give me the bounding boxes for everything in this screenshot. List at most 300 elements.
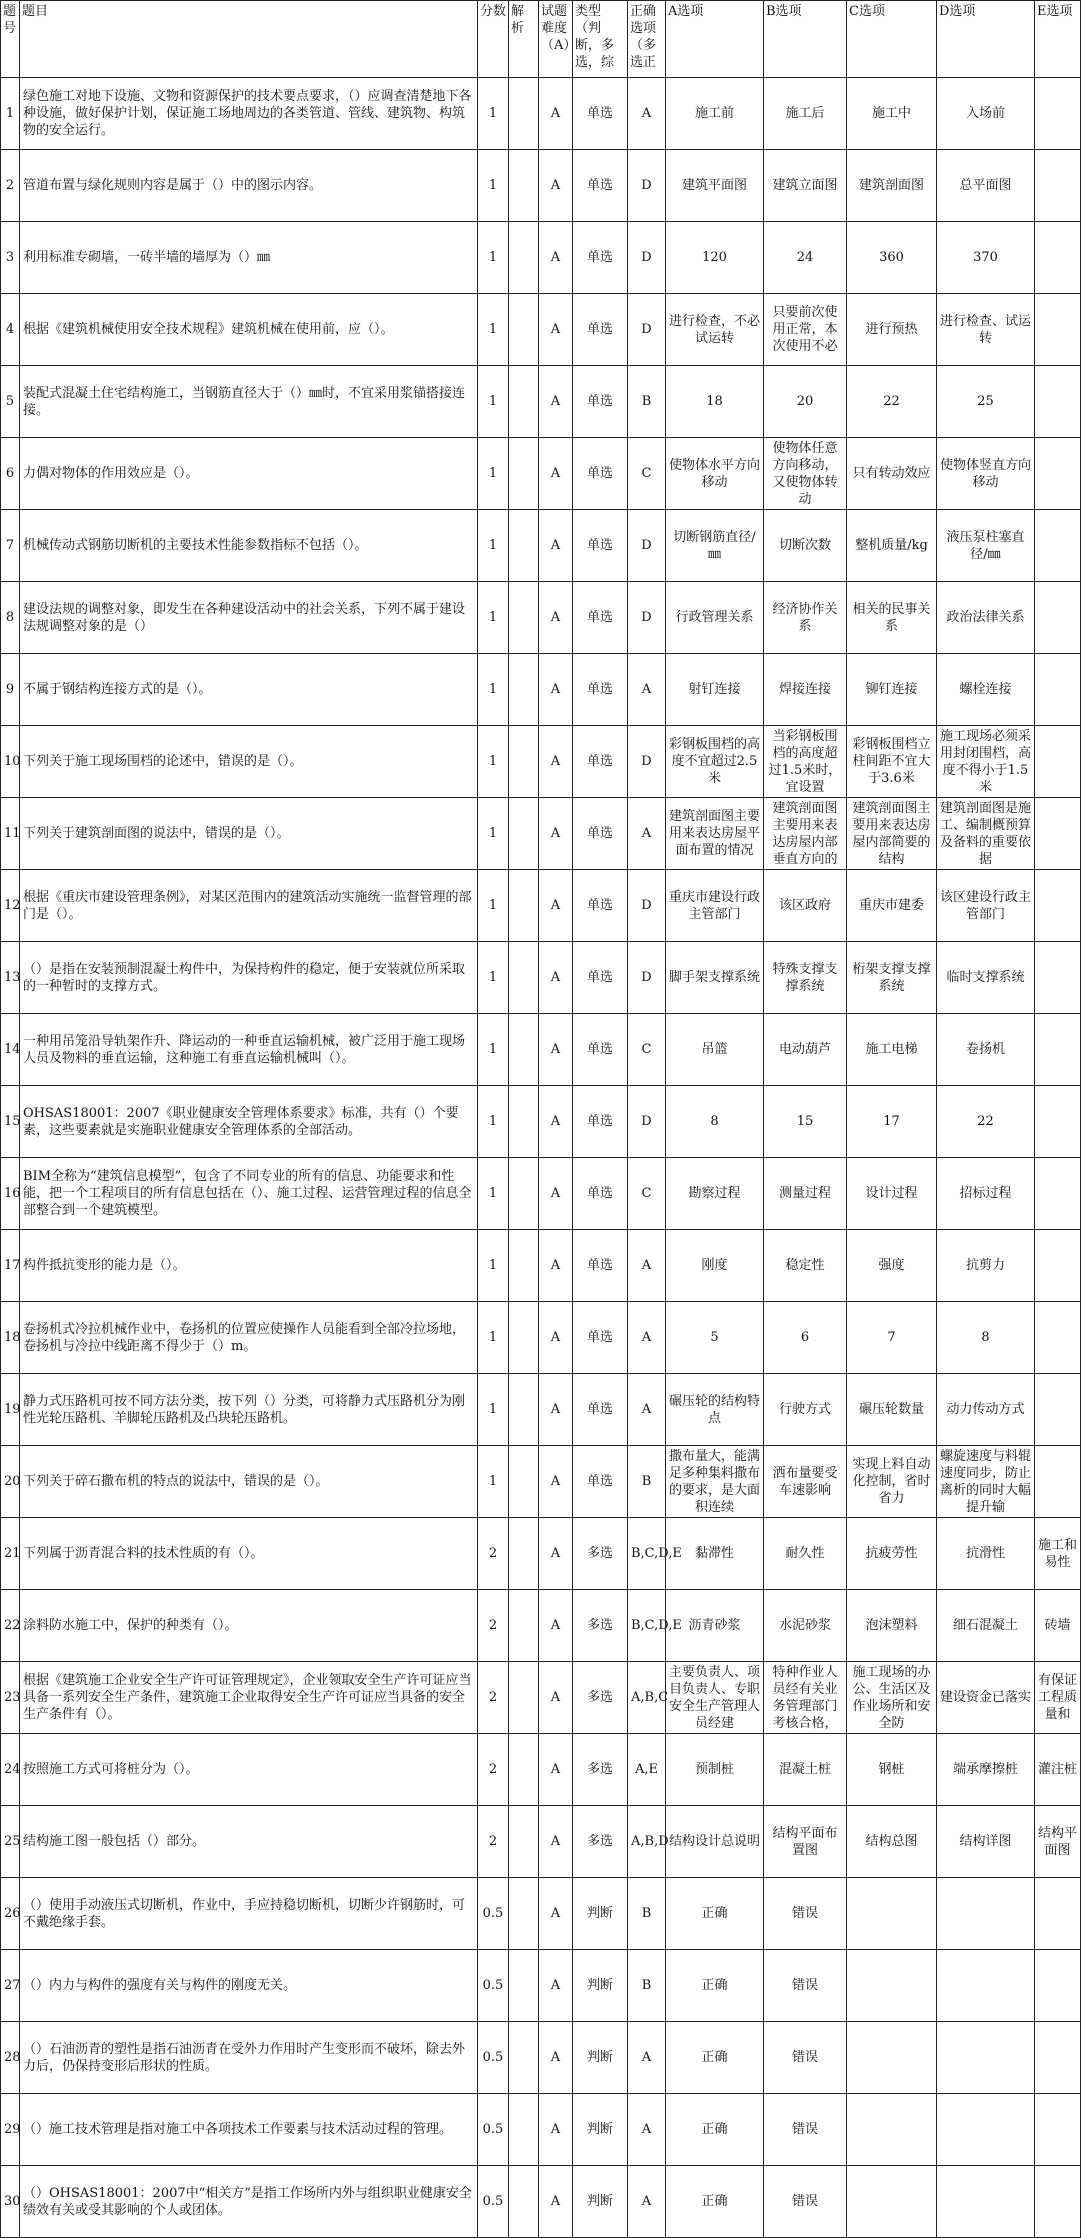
question-text-cell: 绿色施工对地下设施、文物和资源保护的技术要点要求，（）应调查清楚地下各种设施，做好保护计划，保证施工场地周边的各类管道、管线、建筑物、构筑物的安全运行。 [20,78,478,150]
score-cell: 1 [478,1158,509,1230]
option-text: 使物体水平方向移动 [669,457,761,490]
analysis-cell [509,294,539,366]
option-c-cell [847,1014,937,1086]
option-text: 混凝土桩 [778,1762,831,1777]
score-cell: 1 [478,582,509,654]
difficulty-cell: A [539,1374,573,1446]
option-c-cell [847,294,937,366]
option-text: 370 [973,250,998,265]
option-text: 该区建设行政主管部门 [940,889,1032,922]
difficulty-cell: A [539,294,573,366]
option-e-cell [1035,1590,1081,1662]
type-cell: 单选 [573,726,628,798]
answer-cell: A [628,2094,666,2166]
option-e-cell [1035,510,1081,582]
option-text: 施工和易性 [1038,1537,1078,1570]
header-row [1,1,1081,78]
option-text: 铆钉连接 [865,682,918,697]
table-row [1,654,1081,726]
option-b-cell [764,582,847,654]
score-cell: 2 [478,1590,509,1662]
option-text: 电动葫芦 [778,1042,831,1057]
question-text-cell: 结构施工图一般包括（）部分。 [20,1806,478,1878]
answer-cell: A [628,654,666,726]
option-b-cell [764,150,847,222]
option-c-cell [847,438,937,510]
type-cell: 多选 [573,1806,628,1878]
option-e-cell [1035,366,1081,438]
option-text: 建设资金已落实 [940,1690,1032,1705]
option-a-cell [666,1806,764,1878]
analysis-cell [509,438,539,510]
type-cell: 单选 [573,1086,628,1158]
analysis-cell [509,366,539,438]
difficulty-cell: A [539,1230,573,1302]
option-e-cell [1035,654,1081,726]
option-text: 沥青砂浆 [688,1618,741,1633]
option-text: 错误 [791,2050,818,2065]
option-c-cell [847,1662,937,1734]
option-a-cell [666,1302,764,1374]
answer-cell: C [628,438,666,510]
option-d-cell [937,726,1035,798]
header-cell: D选项 [937,1,1035,78]
option-text: 120 [702,250,727,265]
question-number-cell: 16 [1,1158,20,1230]
option-text: 建筑剖面图主要用来表达房屋平面布置的情况 [669,809,761,858]
analysis-cell [509,2166,539,2238]
option-c-cell [847,582,937,654]
option-text: 18 [706,394,723,409]
option-text: 6 [800,1330,810,1345]
type-cell: 判断 [573,2022,628,2094]
score-cell: 1 [478,150,509,222]
type-cell: 判断 [573,2094,628,2166]
option-text: 黏滞性 [694,1546,734,1561]
option-text: 行政管理关系 [675,610,754,625]
option-c-cell [847,870,937,942]
option-a-cell [666,1374,764,1446]
option-a-cell [666,726,764,798]
question-number-cell: 17 [1,1230,20,1302]
option-a-cell [666,1158,764,1230]
option-e-cell [1035,1014,1081,1086]
option-e-cell [1035,1518,1081,1590]
option-d-cell [937,78,1035,150]
option-text: 主要负责人、项目负责人、专职安全生产管理人员经建 [669,1664,761,1731]
answer-cell: A [628,2166,666,2238]
option-b-cell [764,1014,847,1086]
table-row [1,870,1081,942]
answer-cell: A,B,D [628,1806,666,1878]
option-d-cell [937,1806,1035,1878]
question-number-cell: 21 [1,1518,20,1590]
analysis-cell [509,1950,539,2022]
question-number-cell: 20 [1,1446,20,1518]
option-text: 17 [883,1114,900,1129]
option-e-cell [1035,1086,1081,1158]
option-b-cell [764,726,847,798]
option-a-cell [666,2094,764,2166]
answer-cell: A [628,798,666,870]
question-text-cell: 下列关于碎石撒布机的特点的说法中，错误的是（）。 [20,1446,478,1518]
option-text: 吊篮 [701,1042,728,1057]
score-cell: 1 [478,366,509,438]
header-cell: 正确选项（多选正 [628,1,666,78]
option-text: 抗剪力 [965,1258,1005,1273]
question-number-cell: 15 [1,1086,20,1158]
option-text: 22 [977,1114,994,1129]
type-cell: 判断 [573,1878,628,1950]
option-text: 政治法律关系 [946,610,1025,625]
option-b-cell [764,1302,847,1374]
option-a-cell [666,1878,764,1950]
question-text-cell: 按照施工方式可将桩分为（）。 [20,1734,478,1806]
answer-cell: A [628,2022,666,2094]
type-cell: 多选 [573,1662,628,1734]
score-cell: 1 [478,798,509,870]
option-text: 建筑剖面图 [858,178,924,193]
answer-cell: C [628,1158,666,1230]
option-c-cell [847,1950,937,2022]
option-a-cell [666,2022,764,2094]
option-a-cell [666,366,764,438]
header-cell: A选项 [666,1,764,78]
question-number-cell: 18 [1,1302,20,1374]
option-text: 8 [710,1114,719,1129]
option-e-cell [1035,582,1081,654]
answer-cell: B [628,1950,666,2022]
answer-cell: C [628,1014,666,1086]
option-text: 测量过程 [778,1186,831,1201]
question-number-cell: 10 [1,726,20,798]
score-cell: 1 [478,1302,509,1374]
option-text: 刚度 [701,1258,728,1273]
option-text: 特种作业人员经有关业务管理部门考核合格， [772,1664,838,1731]
table-row [1,582,1081,654]
option-text: 螺栓连接 [959,682,1012,697]
option-d-cell [937,1446,1035,1518]
option-e-cell [1035,1806,1081,1878]
table-row [1,798,1081,870]
option-a-cell [666,1014,764,1086]
difficulty-cell: A [539,150,573,222]
header-cell: 题号 [1,1,20,78]
option-d-cell [937,1158,1035,1230]
answer-cell: D [628,510,666,582]
option-d-cell [937,1086,1035,1158]
option-text: 总平面图 [959,178,1012,193]
option-text: 22 [883,394,900,409]
question-text-cell: （）使用手动液压式切断机，作业中，手应持稳切断机，切断少许钢筋时，可不戴绝缘手套。 [20,1878,478,1950]
option-b-cell [764,1734,847,1806]
header-cell: 题目 [20,1,478,78]
type-cell: 单选 [573,1230,628,1302]
option-text: 结构详图 [959,1834,1012,1849]
type-cell: 单选 [573,798,628,870]
question-number-cell: 7 [1,510,20,582]
option-text: 施工电梯 [865,1042,918,1057]
option-text: 泡沫塑料 [865,1618,918,1633]
option-d-cell [937,294,1035,366]
answer-cell: A [628,1302,666,1374]
type-cell: 单选 [573,78,628,150]
analysis-cell [509,1446,539,1518]
table-row [1,1230,1081,1302]
table-row [1,942,1081,1014]
option-d-cell [937,2166,1035,2238]
table-row [1,78,1081,150]
option-c-cell [847,1878,937,1950]
option-c-cell [847,366,937,438]
question-number-cell: 11 [1,798,20,870]
score-cell: 0.5 [478,2166,509,2238]
question-number-cell: 19 [1,1374,20,1446]
option-text: 8 [981,1330,990,1345]
option-text: 20 [796,394,814,409]
question-text-cell: 装配式混凝土住宅结构施工，当钢筋直径大于（）㎜时，不宜采用浆锚搭接连接。 [20,366,478,438]
question-text-cell: （）内力与构件的强度有关与构件的刚度无关。 [20,1950,478,2022]
answer-cell: A [628,1230,666,1302]
option-a-cell [666,438,764,510]
answer-cell: A,E [628,1734,666,1806]
option-e-cell [1035,222,1081,294]
analysis-cell [509,582,539,654]
table-row [1,1518,1081,1590]
option-c-cell [847,2094,937,2166]
question-number-cell: 4 [1,294,20,366]
option-text: 施工现场必须采用封闭围档，高度不得小于1.5米 [940,728,1032,795]
option-c-cell [847,2022,937,2094]
answer-cell: D [628,726,666,798]
option-text: 预制桩 [694,1762,734,1777]
option-a-cell [666,294,764,366]
option-text: 错误 [791,2194,818,2209]
score-cell: 2 [478,1662,509,1734]
difficulty-cell: A [539,726,573,798]
option-a-cell [666,942,764,1014]
table-row [1,2166,1081,2238]
answer-cell: D [628,150,666,222]
option-b-cell [764,1590,847,1662]
option-b-cell [764,2022,847,2094]
option-d-cell [937,438,1035,510]
option-d-cell [937,366,1035,438]
answer-cell: D [628,582,666,654]
question-text-cell: 涂料防水施工中，保护的种类有（）。 [20,1590,478,1662]
option-e-cell [1035,78,1081,150]
option-c-cell [847,726,937,798]
type-cell: 判断 [573,2166,628,2238]
answer-cell: A,B,C [628,1662,666,1734]
question-text-cell: 一种用吊笼沿导轨架作升、降运动的一种垂直运输机械，被广泛用于施工现场人员及物料的垂直运输，这种施工有垂直运输机械叫（）。 [20,1014,478,1086]
option-text: 切断次数 [778,538,831,553]
question-text-cell: 下列关于施工现场围档的论述中，错误的是（）。 [20,726,478,798]
option-a-cell [666,78,764,150]
type-cell: 单选 [573,294,628,366]
option-d-cell [937,1878,1035,1950]
difficulty-cell: A [539,222,573,294]
option-text: 建筑剖面图主要用来表达房屋内部简要的结构 [852,800,931,867]
analysis-cell [509,1302,539,1374]
option-text: 耐久性 [785,1546,825,1561]
answer-cell: B,C,D,E [628,1590,666,1662]
option-d-cell [937,222,1035,294]
option-text: 只要前次使用正常，本次使用不必 [772,305,838,354]
score-cell: 1 [478,78,509,150]
option-c-cell [847,654,937,726]
table-row [1,510,1081,582]
question-text-cell: 静力式压路机可按不同方法分类，按下列（）分类，可将静力式压路机分为刚性光轮压路机、羊脚轮压路机及凸块轮压路机。 [20,1374,478,1446]
option-d-cell [937,798,1035,870]
option-text: 进行预热 [865,322,918,337]
question-number-cell: 29 [1,2094,20,2166]
option-b-cell [764,1374,847,1446]
table-row [1,1950,1081,2022]
difficulty-cell: A [539,654,573,726]
option-text: 24 [796,250,814,265]
question-number-cell: 13 [1,942,20,1014]
question-number-cell: 23 [1,1662,20,1734]
analysis-cell [509,510,539,582]
option-b-cell [764,1158,847,1230]
score-cell: 1 [478,870,509,942]
difficulty-cell: A [539,2166,573,2238]
option-text: 重庆市建设行政主管部门 [669,889,761,922]
option-text: 当彩钢板围档的高度超过1.5米时，宜设置 [768,728,842,795]
option-text: 洒布量要受车速影响 [772,1465,838,1498]
type-cell: 单选 [573,1158,628,1230]
difficulty-cell: A [539,366,573,438]
header-cell: E选项 [1035,1,1081,78]
question-text-cell: 下列关于建筑剖面图的说法中，错误的是（）。 [20,798,478,870]
score-cell: 0.5 [478,2094,509,2166]
option-b-cell [764,942,847,1014]
table-row [1,222,1081,294]
option-b-cell [764,1806,847,1878]
option-text: 动力传动方式 [946,1402,1025,1417]
option-text: 脚手架支撑系统 [669,970,761,985]
option-e-cell [1035,294,1081,366]
header-cell: C选项 [847,1,937,78]
difficulty-cell: A [539,1446,573,1518]
difficulty-cell: A [539,78,573,150]
header-cell: 试题难度（A） [539,1,573,78]
option-b-cell [764,1518,847,1590]
difficulty-cell: A [539,1014,573,1086]
analysis-cell [509,1086,539,1158]
score-cell: 0.5 [478,1950,509,2022]
option-c-cell [847,1230,937,1302]
option-text: 卷扬机 [965,1042,1005,1057]
header-cell: B选项 [764,1,847,78]
option-b-cell [764,2094,847,2166]
question-number-cell: 2 [1,150,20,222]
option-e-cell [1035,798,1081,870]
option-text: 进行检查，不必试运转 [669,313,761,346]
score-cell: 1 [478,1086,509,1158]
option-text: 进行检查、试运转 [940,313,1032,346]
question-number-cell: 14 [1,1014,20,1086]
option-text: 重庆市建委 [858,898,924,913]
question-number-cell: 26 [1,1878,20,1950]
analysis-cell [509,2094,539,2166]
option-text: 端承摩擦桩 [952,1762,1018,1777]
question-number-cell: 30 [1,2166,20,2238]
option-b-cell [764,870,847,942]
option-e-cell [1035,726,1081,798]
question-number-cell: 8 [1,582,20,654]
difficulty-cell: A [539,798,573,870]
option-c-cell [847,150,937,222]
type-cell: 单选 [573,438,628,510]
option-e-cell [1035,438,1081,510]
option-text: 正确 [701,1906,728,1921]
option-text: 灌注桩 [1038,1762,1078,1777]
table-row [1,1158,1081,1230]
option-text: 错误 [791,1978,818,1993]
table-row [1,2094,1081,2166]
score-cell: 0.5 [478,1878,509,1950]
question-number-cell: 1 [1,78,20,150]
option-a-cell [666,654,764,726]
analysis-cell [509,1878,539,1950]
option-d-cell [937,1230,1035,1302]
option-d-cell [937,150,1035,222]
table-row [1,150,1081,222]
option-d-cell [937,1734,1035,1806]
option-text: 射钉连接 [688,682,741,697]
option-c-cell [847,510,937,582]
analysis-cell [509,150,539,222]
table-row [1,294,1081,366]
option-text: 建筑立面图 [772,178,838,193]
option-c-cell [847,2166,937,2238]
option-c-cell [847,1590,937,1662]
option-b-cell [764,510,847,582]
question-text-cell: 卷扬机式冷拉机械作业中，卷扬机的位置应使操作人员能看到全部冷拉场地，卷扬机与冷拉中线距离不得少于（）m。 [20,1302,478,1374]
option-a-cell [666,1230,764,1302]
score-cell: 1 [478,294,509,366]
difficulty-cell: A [539,438,573,510]
table-row [1,1086,1081,1158]
analysis-cell [509,78,539,150]
question-number-cell: 24 [1,1734,20,1806]
question-text-cell: （）是指在安装预制混凝土构件中，为保持构件的稳定，便于安装就位所采取的一种暂时的支撑方式。 [20,942,478,1014]
option-c-cell [847,1734,937,1806]
analysis-cell [509,1518,539,1590]
option-text: 碾压轮的结构特点 [669,1393,761,1426]
option-e-cell [1035,942,1081,1014]
option-e-cell [1035,870,1081,942]
type-cell: 单选 [573,1302,628,1374]
option-text: 水泥砂浆 [778,1618,831,1633]
difficulty-cell: A [539,582,573,654]
option-text: 7 [887,1330,896,1345]
option-text: 正确 [701,2122,728,2137]
table-body [1,78,1081,2238]
option-text: 施工现场的办公、生活区及作业场所和安全防 [852,1664,931,1731]
option-d-cell [937,1590,1035,1662]
option-text: 行驶方式 [778,1402,831,1417]
type-cell: 多选 [573,1518,628,1590]
option-text: 使物体任意方向移动，又使物体转动 [772,440,838,507]
option-text: 该区政府 [778,898,831,913]
option-e-cell [1035,2022,1081,2094]
option-d-cell [937,1518,1035,1590]
option-b-cell [764,294,847,366]
difficulty-cell: A [539,1662,573,1734]
